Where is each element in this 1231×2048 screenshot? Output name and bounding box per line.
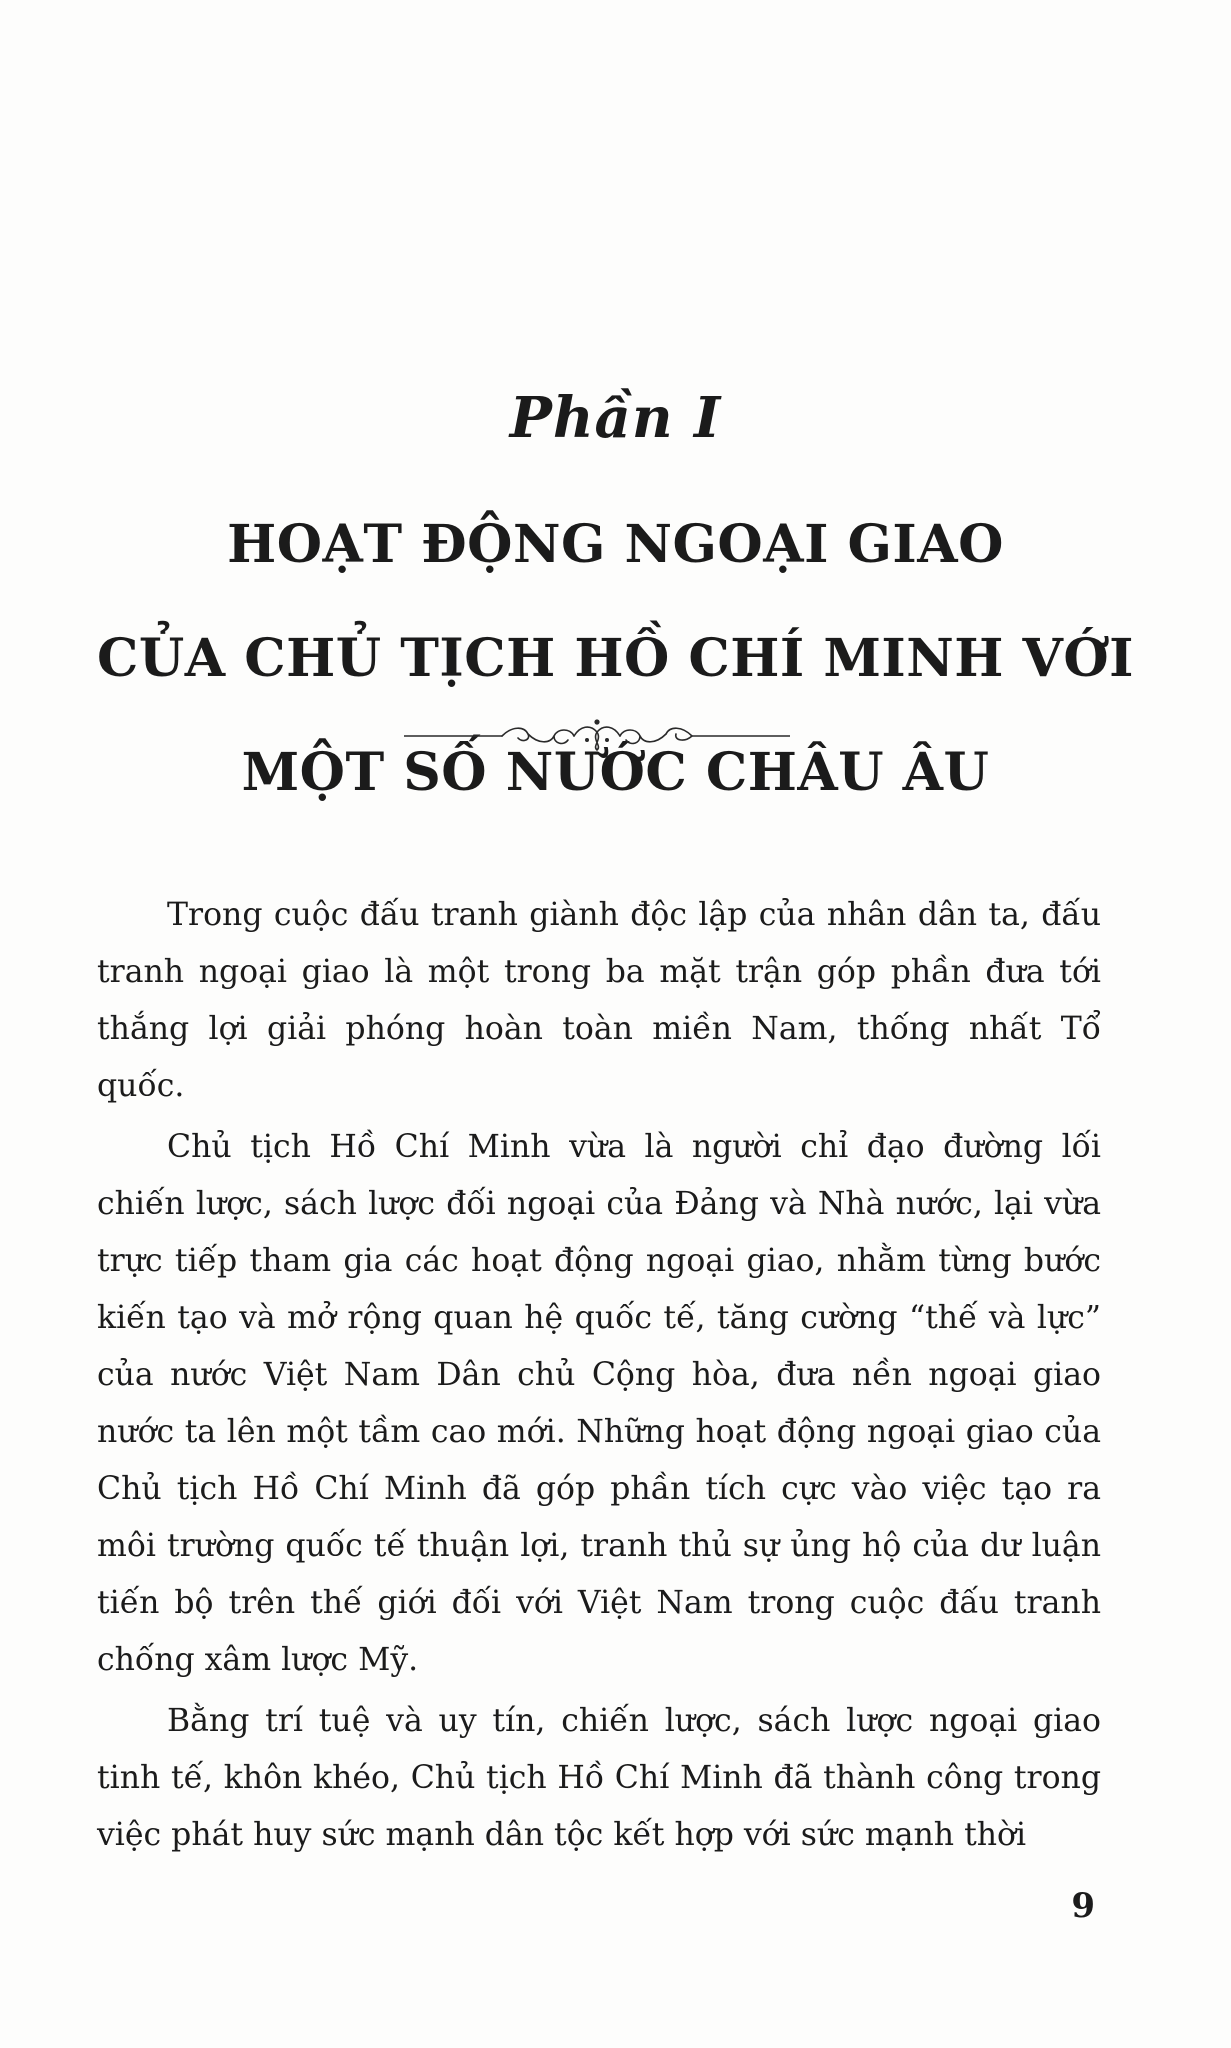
page-number: 9 [1071,1886,1095,1926]
title-line: MỘT SỐ NƯỚC CHÂU ÂU [241,742,990,803]
body-text [97,887,1101,1868]
part-label: Phần I [509,385,722,451]
title-line: HOẠT ĐỘNG NGOẠI GIAO [227,514,1004,575]
paragraph: Chủ tịch Hồ Chí Minh vừa là người chỉ đạo đường lối chiến lược, sách lược đối ngoại của Đảng và Nhà nước, lại vừa trực tiếp tham gia các hoạt động ngoại giao, nhằm từng bước kiến tạo và mở rộng quan hệ quốc tế, tăng cường “thế và lực” của nước Việt Nam Dân chủ Cộng hòa, đưa nền ngoại giao nước ta lên một tầm cao mới. Những hoạt động ngoại giao của Chủ tịch Hồ Chí Minh đã góp phần tích cực vào việc tạo ra môi trường quốc tế thuận lợi, tranh thủ sự ủng hộ của dư luận tiến bộ trên thế giới đối với Việt Nam trong cuộc đấu tranh chống xâm lược Mỹ. [97,1129,1101,1678]
ornament-divider-icon [404,716,790,756]
paragraph: Bằng trí tuệ và uy tín, chiến lược, sách lược ngoại giao tinh tế, khôn khéo, Chủ tịch Hồ Chí Minh đã thành công trong việc phát huy sức mạnh dân tộc kết hợp với sức mạnh thời [97,1703,1101,1853]
paragraph: Trong cuộc đấu tranh giành độc lập của nhân dân ta, đấu tranh ngoại giao là một trong ba mặt trận góp phần đưa tới thắng lợi giải phóng hoàn toàn miền Nam, thống nhất Tổ quốc. [97,897,1101,1104]
chapter-title [0,488,1231,830]
title-line: CỦA CHỦ TỊCH HỒ CHÍ MINH VỚI [97,628,1134,689]
